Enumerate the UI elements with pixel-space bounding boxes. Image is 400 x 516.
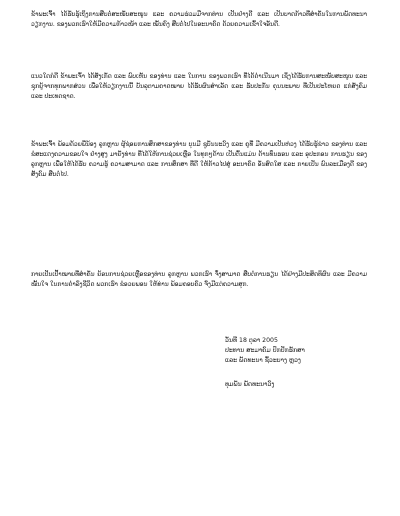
letter-paragraph-3: ຂ້າພະເຈົ້າ ພ້ອມດ້ວຍພີ່ນ້ອງ ລູກຫຼານ ຜູ້ຊ່ອຍການສຶກສາຂອງທ່ານ ບຸນມີ ຊູບັນນະວົງ ແລະ ຄູທີ່ ມີຄວາມເປັນຫ່ວງ ໄດ້ຮັບຮູ້ຂ່າວ ຂອງທ່ານ ແລະ ຂໍສະແດງຄວາມຂອບໃຈ ຢ່າງສູງ ມາຍັງທ່ານ ທີ່ໄດ້ໃຫ້ການຊ່ວຍເຫຼືອ ໃນທຸກໆດ້ານ ເປັນຕົ້ນແມ່ນ ດ້ານທຶນຮອນ ແລະ ອຸປະກອນ ການຮຽນ ຂອງລູກຫຼານ ເພື່ອໃຫ້ໄດ້ຮັບ ຄວາມຮູ້ ຄວາມສາມາດ ແລະ ການສຶກສາ ທີ່ດີ ໃຫ້ກ້າວໄປສູ່ ອະນາຄົດ ອັນສົດໃສ ແລະ ກາຍເປັນ ພົນລະເມືອງດີ ຂອງສັງຄົມ ສືບຕໍ່ໄປ. bbox=[31, 141, 367, 178]
signatory-title-line-2: ແລະ ພັດທະນາ ຊົ້ວະບາງ ຫຼວງ bbox=[225, 357, 301, 364]
signature-block bbox=[225, 336, 385, 390]
letter-paragraph-2: ແນວໃດກໍດີ ຂ້າພະເຈົ້າ ໄດ້ສັງເກັດ ແລະ ພົບເຫັນ ຂອງທ່ານ ແລະ ໃນການ ຂອງພວກເຮົາ ທີ່ໄດ້ດໍາເນີນມາ ເຊິ່ງໄດ້ຮັບການສະໜັບສະໜູນ ແລະ ຊຸກຍູ້ຈາກທຸກພາກສ່ວນ ເພື່ອໃຫ້ວຽກງານນີ້ ບັນລຸຕາມຄາດໝາຍ ໄດ້ຮັບຜົນສໍາເລັດ ແລະ ຮັບປະກັນ ຄຸນນະພາບ ທີ່ເປັນປະໂຫຍດ ແກ່ສັງຄົມ ແລະ ປະເທດຊາດ. bbox=[31, 73, 367, 100]
signatory-name: ທຸມພັນ ພັດທະນາວົງ bbox=[225, 381, 275, 388]
letter-paragraph-1: ຂ້າພະເຈົ້າ ໄດ້ຮັບຮູ້ເຖິງການສືບຕໍ່ສະໜັບສະໜູນ ແລະ ຄວາມຮ່ວມມືຈາກທ່ານ ເປັນຢ່າງດີ ແລະ ເປັນບາດກ້າວທີ່ສໍາຄັນໃນການພັດທະນາວຽກງານ. ຂອງພວກເຮົາໃຫ້ມີຄວາມກ້າວໜ້າ ແລະ ໝັ້ນຄົງ ສືບຕໍ່ໄປໃນອະນາຄົດ ດ້ວຍຄວາມເຂົ້າໃຈອັນດີ. bbox=[31, 11, 367, 28]
letter-paragraph-4: ກາຍເປັນເປົ້າໝາຍທີ່ສໍາຄັນ ຍ້ອນການຊ່ວຍເຫຼືອຂອງທ່ານ ລູກຫຼານ ພວກເຮົາ ຈຶ່ງສາມາດ ສືບຕໍ່ການຮຽນ ໄດ້ຢ່າງມີປະສິດທິຜົນ ແລະ ມີຄວາມໝັ້ນໃຈ ໃນການດໍາລົງຊີວິດ ພວກເຮົາ ຂໍອວຍພອນ ໃຫ້ທ່ານ ພ້ອມຄອບຄົວ ຈົ່ງມີແຕ່ຄວາມສຸກ. bbox=[31, 271, 367, 288]
letter-date: ວັນທີ 18 ຕຸລາ 2005 bbox=[225, 337, 278, 344]
signatory-title-line-1: ປະທານ ສະມາຄົມ ປົກປັກຮັກສາ bbox=[225, 347, 305, 354]
